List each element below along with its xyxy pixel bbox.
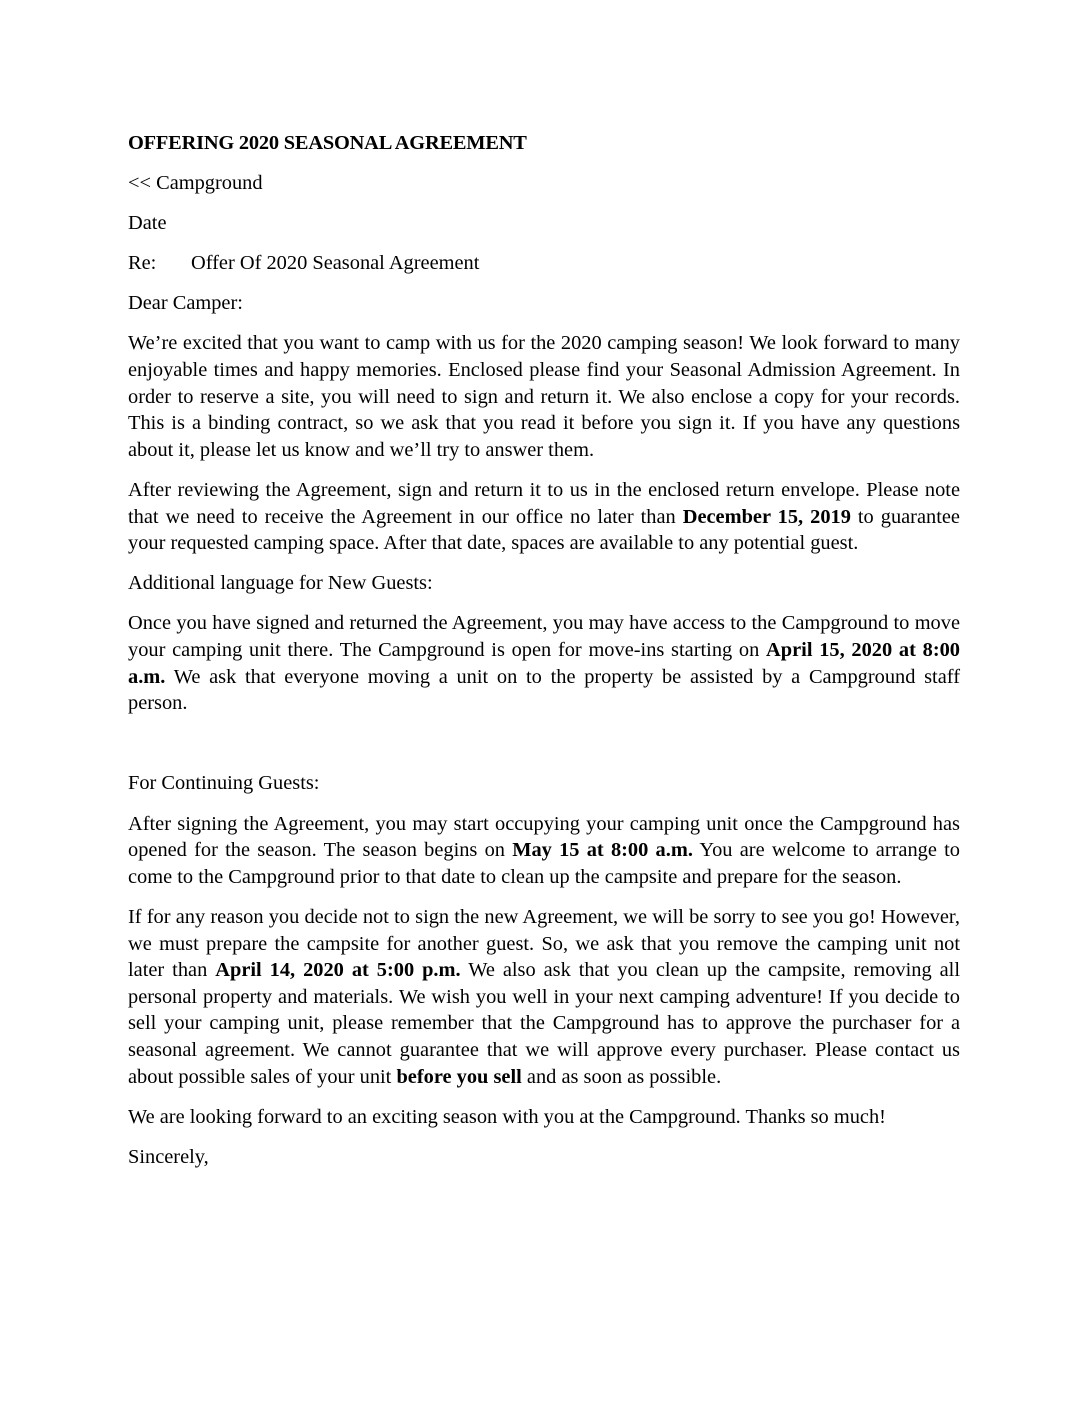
salutation: Dear Camper:	[128, 292, 243, 315]
paragraph-text: to guarantee your requested camping space. After that date, spaces are available to any potential guest.	[128, 505, 960, 555]
season-start-date: May 15 at 8:00 a.m.	[512, 839, 693, 862]
sender-line: << Campground	[128, 171, 263, 194]
spacer	[128, 730, 960, 770]
paragraph-not-renewing	[128, 904, 960, 1090]
subject-line	[128, 250, 960, 277]
paragraph-new-guests	[128, 610, 960, 716]
deadline-date: December 15, 2019	[682, 505, 851, 528]
subject-label: Re:	[128, 251, 157, 274]
paragraph-thanks: We are looking forward to an exciting season with you at the Campground. Thanks so much!	[128, 1105, 886, 1128]
paragraph-continuing-guests	[128, 811, 960, 891]
paragraph-text: After reviewing the Agreement, sign and return it to us in the enclosed return envelope. Please note that we need to receive the Agreement in our office no later than	[128, 478, 960, 528]
new-guests-heading: Additional language for New Guests:	[128, 572, 433, 595]
paragraph-text: and as soon as possible.	[521, 1065, 722, 1088]
before-you-sell: before you sell	[396, 1065, 522, 1088]
continuing-guests-heading: For Continuing Guests:	[128, 772, 320, 795]
subject-text: Offer Of 2020 Seasonal Agreement	[191, 251, 480, 274]
paragraph-text: After signing the Agreement, you may start occupying your camping unit once the Campground has opened for the season. The season begins on	[128, 812, 960, 862]
removal-date: April 14, 2020 at 5:00 p.m.	[215, 959, 461, 982]
letter-page	[128, 130, 960, 1184]
closing: Sincerely,	[128, 1145, 209, 1168]
paragraph-text: We also ask that you clean up the campsite, removing all personal property and materials. We wish you well in your next camping adventure! If you decide to sell your camping unit, please remember that the Campground has to approve the purchaser for a seasonal agreement. We cannot guarantee that we will approve every purchaser. Please contact us about possible sales of your unit	[128, 959, 961, 1088]
letter-title: OFFERING 2020 SEASONAL AGREEMENT	[128, 132, 527, 154]
paragraph-text: We ask that everyone moving a unit on to the property be assisted by a Campground staff person.	[128, 665, 960, 715]
paragraph-text: You are welcome to arrange to come to the Campground prior to that date to clean up the campsite and prepare for the season.	[128, 839, 960, 888]
paragraph-intro: We’re excited that you want to camp with us for the 2020 camping season! We look forward to many enjoyable times and happy memories. Enclosed please find your Seasonal Admission Agreement. In order to reserve a site, you will need to sign and return it. We also enclose a copy for your records. This is a binding contract, so we ask that you read it before you sign it. If you have any questions about it, please let us know and we’ll try to answer them.	[128, 332, 960, 461]
paragraph-text: Once you have signed and returned the Agreement, you may have access to the Campground to move your camping unit there. The Campground is open for move-ins starting on	[128, 612, 960, 662]
date-line: Date	[128, 211, 167, 234]
paragraph-text: If for any reason you decide not to sign the new Agreement, we will be sorry to see you go! However, we must prepare the campsite for another guest. So, we ask that you remove the camping unit not later than	[128, 906, 960, 982]
move-in-date: April 15, 2020 at 8:00 a.m.	[128, 639, 960, 688]
paragraph-return-deadline	[128, 477, 960, 557]
